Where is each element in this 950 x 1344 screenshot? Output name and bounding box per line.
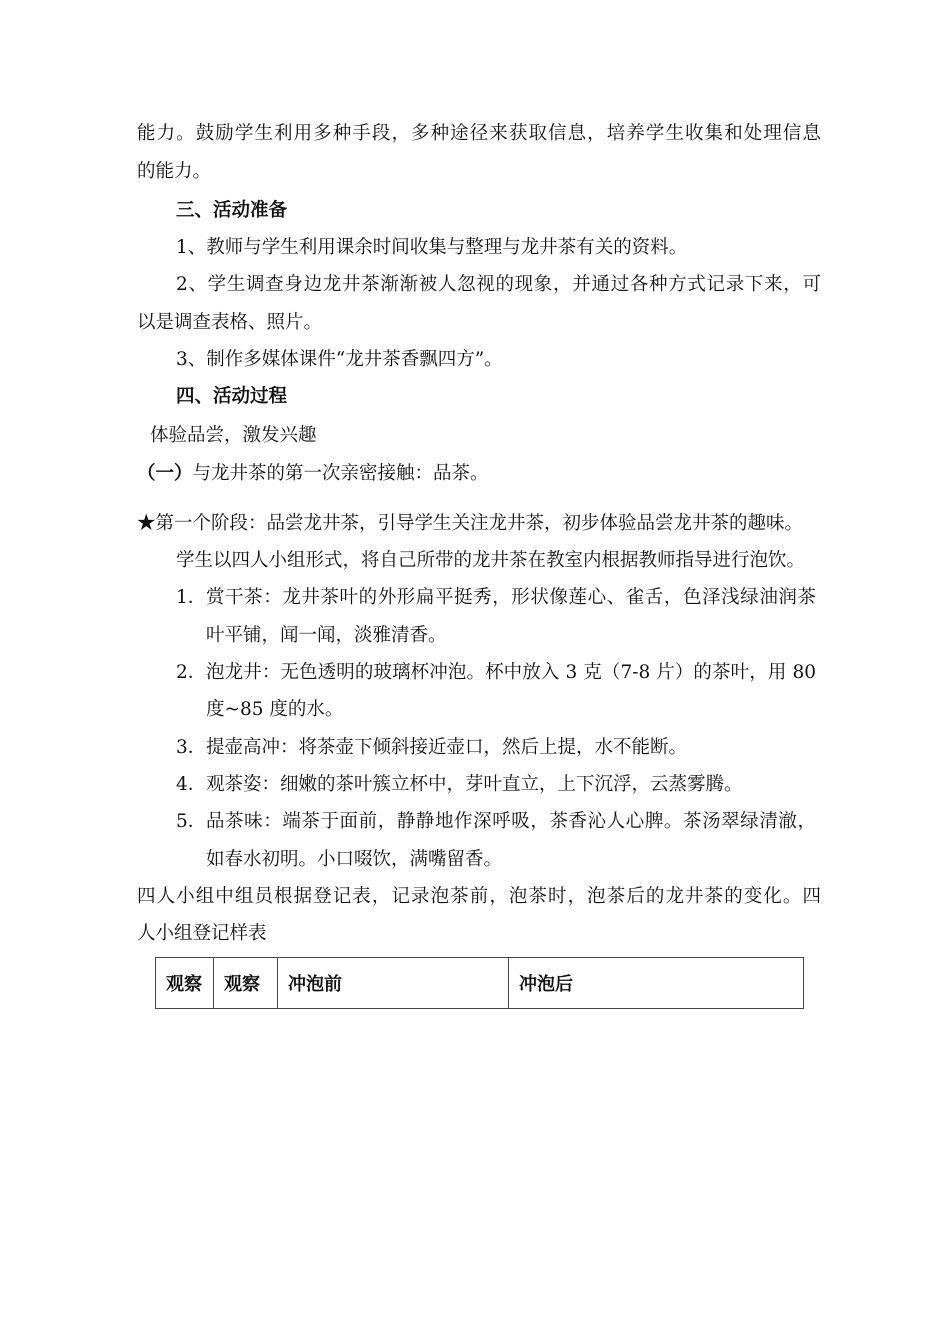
table-header-cell: 观察: [214, 958, 278, 1009]
paragraph-line: 能力。鼓励学生利用多种手段，多种途径来获取信息，培养学生收集和处理信息: [137, 123, 821, 144]
part-label: （一）: [137, 463, 193, 484]
section-heading: 三、活动准备: [176, 200, 288, 221]
table-header-cell: 观察: [156, 958, 214, 1009]
step-text: 提壶高冲：将茶壶下倾斜接近壶口，然后上提，水不能断。: [206, 737, 688, 758]
table-header-cell: 冲泡前: [278, 958, 509, 1009]
step-text: 度~85 度的水。: [206, 699, 344, 720]
step-text: 品茶味：端茶于面前，静静地作深呼吸，茶香沁人心脾。茶汤翠绿清澈，: [206, 811, 816, 832]
step-text: 泡龙井：无色透明的玻璃杯冲泡。杯中放入 3 克（7-8 片）的茶叶，用 80: [206, 662, 816, 683]
step-number: 3．: [176, 737, 207, 758]
part-heading: [137, 462, 489, 486]
registration-table: [155, 957, 804, 1009]
step-text: 如春水初明。小口啜饮，满嘴留香。: [206, 849, 503, 870]
list-item: 1、教师与学生利用课余时间收集与整理与龙井茶有关的资料。: [176, 237, 688, 258]
stage-description: 学生以四人小组形式，将自己所带的龙井茶在教室内根据教师指导进行泡饮。: [176, 550, 806, 571]
list-item: 2、学生调查身边龙井茶渐渐被人忽视的现象，并通过各种方式记录下来，可: [176, 274, 821, 295]
step-number: 2．: [176, 662, 207, 683]
step-text: 观茶姿：细嫩的茶叶簇立杯中，芽叶直立，上下沉浮，云蒸雾腾。: [206, 774, 743, 795]
part-text: 与龙井茶的第一次亲密接触：品茶。: [192, 463, 489, 484]
table-header-row: [156, 958, 804, 1009]
step-number: 1．: [176, 587, 207, 608]
paragraph-line: 的能力。: [137, 161, 212, 182]
table-header-cell: 冲泡后: [509, 958, 804, 1009]
list-item-continuation: 以是调查表格、照片。: [137, 312, 323, 333]
step-number: 5．: [176, 811, 207, 832]
stage-line: ★第一个阶段：品尝龙井茶，引导学生关注龙井茶，初步体验品尝龙井茶的趣味。: [137, 513, 804, 534]
step-text: 叶平铺，闻一闻，淡雅清香。: [206, 625, 447, 646]
step-text: 赏干茶：龙井茶叶的外形扁平挺秀，形状像莲心、雀舌，色泽浅绿油润茶: [206, 587, 816, 608]
paragraph-line: 人小组登记样表: [137, 923, 267, 944]
list-item: 3、制作多媒体课件“龙井茶香飘四方”。: [176, 349, 503, 370]
paragraph-line: 四人小组中组员根据登记表，记录泡茶前，泡茶时，泡茶后的龙井茶的变化。四: [137, 886, 821, 907]
step-number: 4．: [176, 774, 207, 795]
subtitle: 体验品尝，激发兴趣: [150, 425, 317, 446]
section-heading: 四、活动过程: [176, 386, 288, 407]
